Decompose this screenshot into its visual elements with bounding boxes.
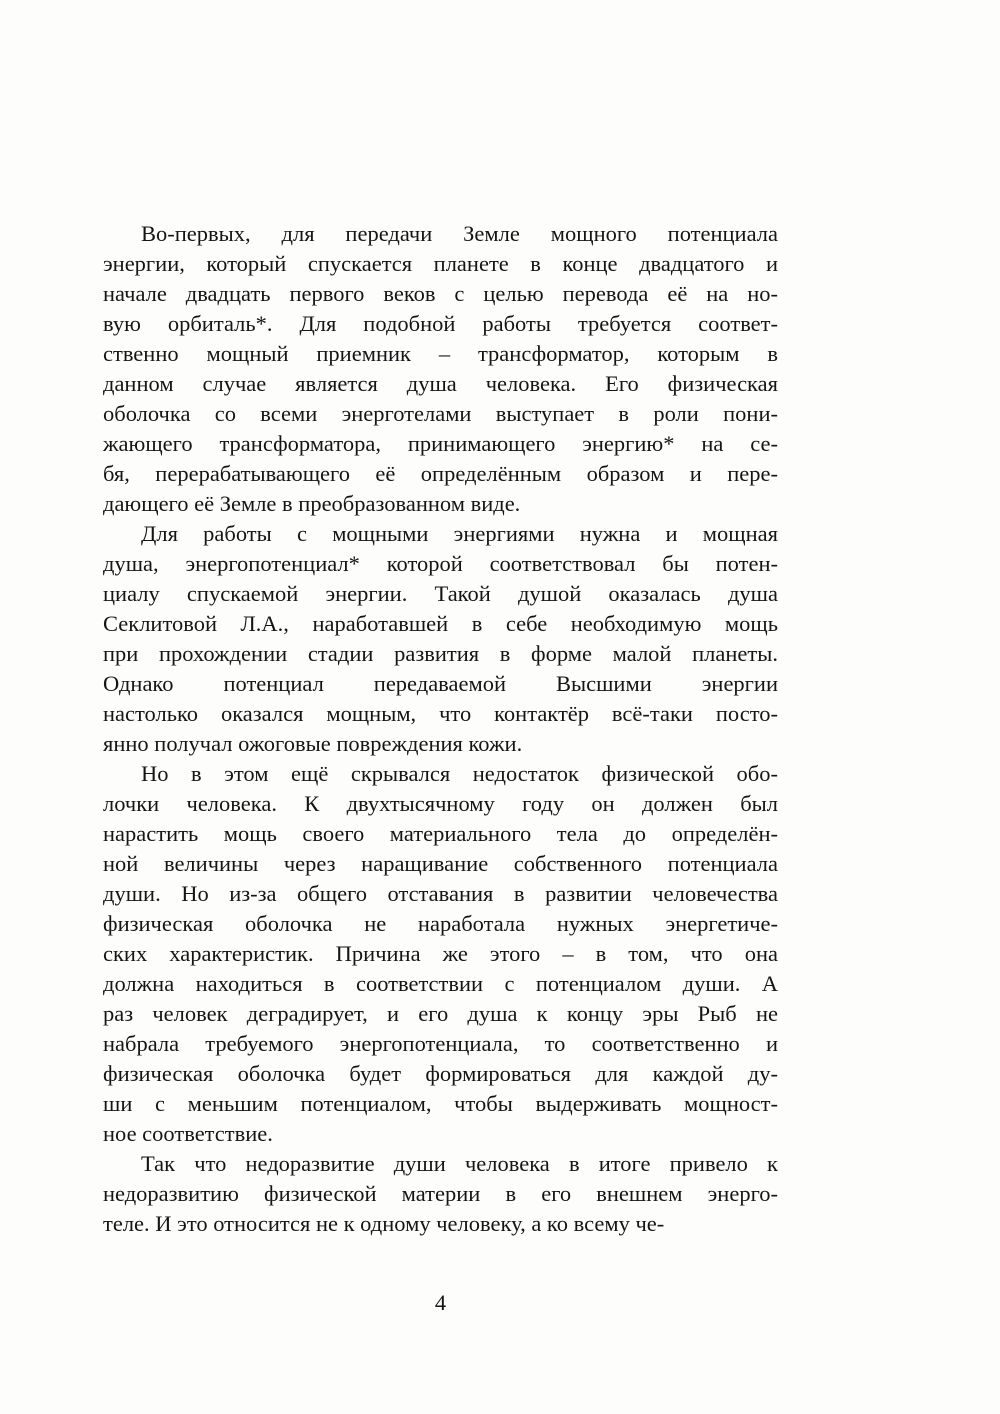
text-line: раз человек деградирует, и его душа к концу эры Рыб не <box>103 1001 778 1026</box>
text-line: души. Но из-за общего отставания в развитии человечества <box>103 881 778 906</box>
text-line: энергии, который спускается планете в конце двадцатого и <box>103 251 778 276</box>
paragraph <box>103 1149 778 1239</box>
text-line: Однако потенциал передаваемой Высшими энергии <box>103 671 778 696</box>
paragraph <box>103 219 778 519</box>
text-line: ши с меньшим потенциалом, чтобы выдерживать мощност- <box>103 1091 778 1116</box>
text-line: Но в этом ещё скрывался недостаток физической обо- <box>141 761 778 786</box>
text-line: ное соответствие. <box>103 1121 273 1146</box>
text-line: набрала требуемого энергопотенциала, то соответственно и <box>103 1031 778 1056</box>
text-line: при прохождении стадии развития в форме малой планеты. <box>103 641 778 666</box>
text-line: настолько оказался мощным, что контактёр всё-таки посто- <box>103 701 778 726</box>
text-line: жающего трансформатора, принимающего энергию* на се- <box>103 431 778 456</box>
text-line: Так что недоразвитие души человека в итоге привело к <box>141 1151 778 1176</box>
text-line: янно получал ожоговые повреждения кожи. <box>103 731 523 756</box>
text-line: должна находиться в соответствии с потенциалом души. А <box>103 971 778 996</box>
paragraph <box>103 519 778 759</box>
text-line: недоразвитию физической материи в его внешнем энерго- <box>103 1181 778 1206</box>
text-line: нарастить мощь своего материального тела до определён- <box>103 821 778 846</box>
text-line: физическая оболочка не наработала нужных энергетиче- <box>103 911 778 936</box>
text-line: физическая оболочка будет формироваться для каждой ду- <box>103 1061 778 1086</box>
text-line: теле. И это относится не к одному человеку, а ко всему че- <box>103 1211 665 1236</box>
text-line: ной величины через наращивание собственного потенциала <box>103 851 778 876</box>
paragraph <box>103 759 778 1149</box>
text-line: оболочка со всеми энерготелами выступает в роли пони- <box>103 401 778 426</box>
text-line: вую орбиталь*. Для подобной работы требуется соответ- <box>103 311 778 336</box>
text-line: бя, перерабатывающего её определённым образом и пере- <box>103 461 778 486</box>
text-line: душа, энергопотенциал* которой соответствовал бы потен- <box>103 551 778 576</box>
page-number: 4 <box>434 1290 447 1315</box>
text-line: ственно мощный приемник – трансформатор, которым в <box>103 341 778 366</box>
text-line: лочки человека. К двухтысячному году он должен был <box>103 791 778 816</box>
text-line: Для работы с мощными энергиями нужна и мощная <box>141 521 778 546</box>
text-line: дающего её Земле в преобразованном виде. <box>103 491 521 516</box>
text-line: циалу спускаемой энергии. Такой душой оказалась душа <box>103 581 778 606</box>
text-line: ских характеристик. Причина же этого – в том, что она <box>103 941 778 966</box>
text-line: данном случае является душа человека. Его физическая <box>103 371 778 396</box>
text-block <box>103 219 778 1239</box>
text-line: начале двадцать первого веков с целью перевода её на но- <box>103 281 778 306</box>
text-line: Во-первых, для передачи Земле мощного потенциала <box>141 221 778 246</box>
text-line: Секлитовой Л.А., наработавшей в себе необходимую мощь <box>103 611 778 636</box>
